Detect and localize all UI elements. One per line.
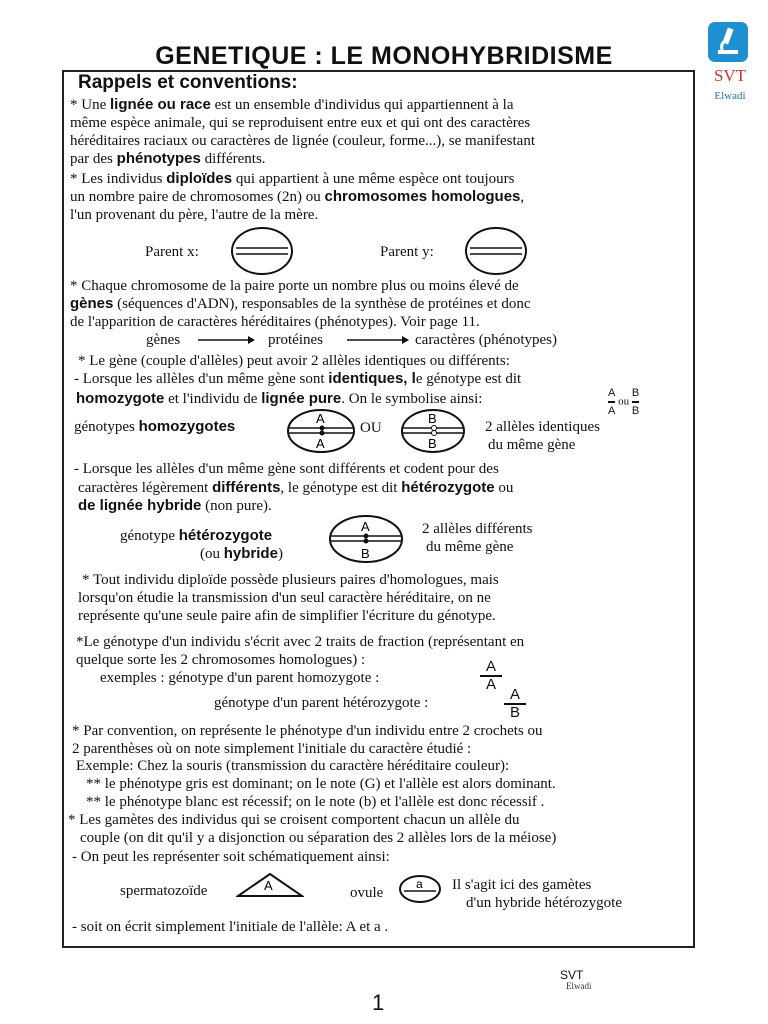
parent-x-label: Parent x: [145,244,199,260]
ovule-gamete-icon [398,874,442,904]
identical-line2: du même gène [488,437,576,453]
p9-line4: - soit on écrit simplement l'initiale de l'allèle: A et a . [72,919,389,935]
p2-line3: l'un provenant du père, l'autre de la mère. [70,207,319,223]
or-label: OU [360,420,382,436]
p1-line2: même espèce animale, qui se reproduisent entre eux et qui ont des caractères [70,115,531,131]
p8-line3: Exemple: Chez la souris (transmission du caractère héréditaire couleur): [76,758,510,774]
ovule-label: ovule [350,885,384,901]
logo-brand: SVT [713,66,747,85]
chain-proteins: protéines [268,332,323,348]
identical-line1: 2 allèles identiques [485,419,600,435]
allele-a-label: a [416,877,423,891]
homozygote-symbol: $\frac{A}{A}$ ou $\frac{B}{B}$ [608,387,640,417]
homozygote-AA-icon [286,408,356,454]
p6-line2: lorsqu'on étudie la transmission d'un seul caractère héréditaire, on ne [78,590,491,606]
p8-line4: ** le phénotype gris est dominant; on le note (G) et l'allèle est alors dominant. [86,776,556,792]
p9-line2: couple (on dit qu'il y a disjonction ou séparation des 2 allèles lors de la méiose) [80,830,557,846]
heterozygote-genotype-fraction: $\frac{A}{B}$ [504,688,526,720]
sperm-label: spermatozoïde [120,883,208,899]
p8-line2: 2 parenthèses où on note simplement l'initiale du caractère étudié : [72,741,472,757]
section-title: Rappels et conventions: [78,72,298,93]
parent-y-label: Parent y: [380,244,434,260]
arrow-right-icon [196,334,256,346]
p2-line2: un nombre paire de chromosomes (2n) ou chromosomes homologues, [70,188,525,205]
chain-genes: gènes [146,332,181,348]
chromosome-pair-x-icon [230,226,294,276]
p7-line1: *Le génotype d'un individu s'écrit avec 2 traits de fraction (représentant en [76,634,525,650]
allele-B-label: B [428,411,437,426]
p4-line3: homozygote et l'individu de lignée pure. On le symbolise ainsi: [76,390,483,407]
p1-line4: par des phénotypes différents. [70,150,266,167]
logo-sub: Elwadi [714,90,746,102]
p5-line3: de lignée hybride (non pure). [78,497,272,514]
p7-example1: exemples : génotype d'un parent homozygote : [100,670,380,686]
gametes-line2: d'un hybride hétérozygote [466,895,622,911]
allele-A-label: A [264,878,273,893]
page-number: 1 [372,990,385,1015]
p3-line3: de l'apparition de caractères héréditaires (phénotypes). Voir page 11. [70,314,480,330]
p7-example2: génotype d'un parent hétérozygote : [214,695,429,711]
homozygote-genotype-fraction: $\frac{A}{A}$ [480,660,502,692]
allele-A-label: A [361,519,370,534]
p8-line5: ** le phénotype blanc est récessif; on le note (b) et l'allèle est donc récessif . [86,794,545,810]
p1-line3: héréditaires raciaux ou caractères de lignée (couleur, forme...), se manifestant [70,133,535,149]
p6-line1: * Tout individu diploïde possède plusieurs paires d'homologues, mais [82,572,499,588]
p4-line1: * Le gène (couple d'allèles) peut avoir 2 allèles identiques ou différents: [78,353,510,369]
different-line2: du même gène [426,539,514,555]
footer-logo: SVT [560,968,584,982]
p2-line1: * Les individus diploïdes qui appartient à une même espèce ont toujours [70,170,515,187]
p9-line3: - On peut les représenter soit schématiquement ainsi: [72,849,390,865]
p4-line2: - Lorsque les allèles d'un même gène sont identiques, le génotype est dit [74,370,522,387]
allele-A-label: A [316,436,325,451]
chain-traits: caractères (phénotypes) [415,332,558,348]
p6-line3: représente qu'une seule paire afin de simplifier l'écriture du génotype. [78,608,496,624]
heterozygote-AB-icon [328,514,404,564]
p3-line2: gènes (séquences d'ADN), responsables de la synthèse de protéines et donc [70,295,531,312]
p1-line1: * Une lignée ou race est un ensemble d'individus qui appartiennent à la [70,96,514,113]
arrow-right-icon [345,334,410,346]
homozygote-BB-icon [400,408,466,454]
p7-line2: quelque sorte les 2 chromosomes homologues) : [76,652,366,668]
heterozygote-label: génotype hétérozygote [120,527,273,544]
page-title: GENETIQUE : LE MONOHYBRIDISME [155,42,613,70]
p5-line2: caractères légèrement différents, le génotype est dit hétérozygote ou [78,479,514,496]
microscope-icon [708,22,748,62]
homozygote-label: génotypes homozygotes [74,418,236,435]
p8-line1: * Par convention, on représente le phénotype d'un individu entre 2 crochets ou [72,723,543,739]
p5-line1: - Lorsque les allèles d'un même gène sont différents et codent pour des [74,461,499,477]
footer-logo-sub: Elwadi [566,981,592,991]
different-line1: 2 allèles différents [422,521,533,537]
p3-line1: * Chaque chromosome de la paire porte un nombre plus ou moins élevé de [70,278,519,294]
allele-B-label: B [428,436,437,451]
allele-B-label: B [361,546,370,561]
gametes-line1: Il s'agit ici des gamètes [452,877,592,893]
chromosome-pair-y-icon [464,226,528,276]
p9-line1: * Les gamètes des individus qui se croisent comportent chacun un allèle du [68,812,520,828]
sperm-gamete-icon [236,870,304,900]
allele-A-label: A [316,411,325,426]
hybrid-label: (ou hybride) [200,545,283,562]
